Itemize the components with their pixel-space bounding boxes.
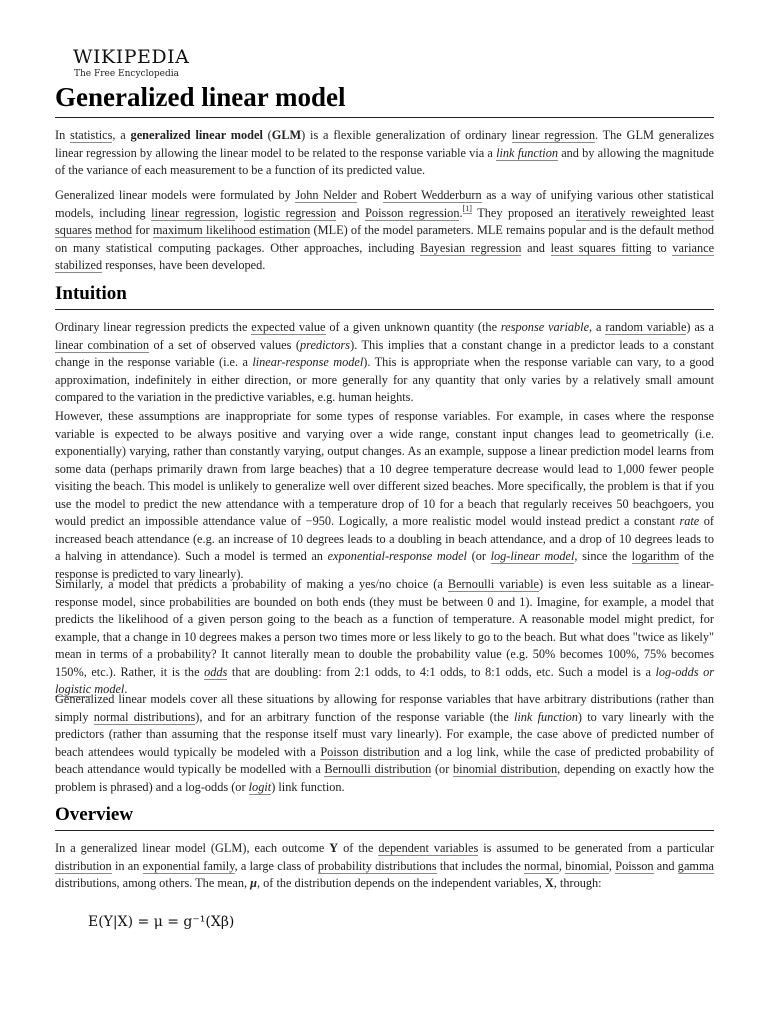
link-poisson[interactable]: Poisson (615, 858, 654, 873)
link-logistic[interactable]: logistic (55, 682, 92, 696)
link-logarithm[interactable]: logarithm (631, 549, 680, 563)
link-mle[interactable]: maximum likelihood estimation (152, 223, 311, 237)
link-john-nelder[interactable]: John Nelder (295, 188, 357, 202)
intuition-paragraph-2: However, these assumptions are inappropriate for some types of response variables. For example, in cases where the response variable is expected to be always positive and varying over a wide range, constant input changes lead to geometrically (i.e. exponentially) varying, rather than constantly varying, output changes. As an example, suppose a linear prediction model learns from some data (perhaps primarily drawn from large beaches) that a 10 degree temperature decrease would lead to 1,000 fewer people visiting the beach. This model is unlikely to generalize well over different sized beaches. More specifically, the problem is that if you use the model to predict the new attendance with a temperature drop of 10 for a beach that regularly receives 50 beachgoers, you would predict an impossible attendance value of −950. Logically, a more realistic model would instead predict a constant rate of increased beach attendance (e.g. an increase of 10 degrees leads to a doubling in beach attendance, and a drop of 10 degrees leads to a halving in attendance). Such a model is termed an exponential-response model (or log-linear model, since the logarithm of the response is predicted to vary linearly). (55, 409, 714, 581)
link-normal[interactable]: normal (524, 858, 559, 873)
link-exponential-family[interactable]: exponential family (142, 858, 235, 873)
link-irls[interactable]: iteratively reweighted least squares (55, 205, 714, 237)
link-statistics[interactable]: statistics (70, 128, 113, 142)
wikipedia-logo[interactable] (73, 46, 189, 80)
link-variance-stabilized[interactable]: variance stabilized (55, 240, 715, 272)
link-normal-distributions[interactable]: normal distributions (93, 709, 196, 724)
logo-wordmark: WIKIPEDIA (73, 46, 190, 68)
link-poisson-distribution[interactable]: Poisson distribution (320, 744, 420, 759)
logo-tagline: The Free Encyclopedia (74, 69, 179, 79)
link-binomial-distribution[interactable]: binomial distribution (453, 762, 558, 776)
link-linear-combination[interactable]: linear combination (55, 337, 149, 352)
link-binomial[interactable]: binomial (565, 858, 609, 873)
link-bayesian-regression[interactable]: Bayesian regression (420, 240, 522, 255)
link-gamma[interactable]: gamma (677, 858, 714, 873)
link-bernoulli-variable[interactable]: Bernoulli variable (447, 577, 539, 591)
link-poisson-regression[interactable]: Poisson regression (365, 205, 460, 220)
link-link-function[interactable]: link function (496, 145, 558, 160)
link-bernoulli-distribution[interactable]: Bernoulli distribution (324, 762, 432, 776)
intuition-paragraph-3: Similarly, a model that predicts a probability of making a yes/no choice (a Bernoulli variable) is even less suitable as a linear-response model, since probabilities are bounded on both ends (they must be between 0 and 1). Imagine, for example, a model that predicts the likelihood of a given person going to the beach as a function of temperature. A reasonable model might predict, for example, that a change in 10 degrees makes a person two times more or less likely to go to the beach. But what does "twice as likely" mean in terms of a probability? It cannot literally mean to double the probability value (e.g. 50% becomes 100%, 75% becomes 150%, etc.). Rather, it is the odds that are doubling: from 2:1 odds, to 4:1 odds, to 8:1 odds, etc. Such a model is a log-odds or logistic model. (55, 577, 715, 696)
glm-formula: E(Y|X) = μ = g⁻¹(Xβ) (88, 914, 235, 930)
link-method[interactable]: method (95, 223, 133, 237)
overview-paragraph-1: In a generalized linear model (GLM), each outcome Y of the dependent variables is assumed to be generated from a particular distribution in an exponential family, a large class of probability distributions that includes the normal, binomial, Poisson and gamma distributions, among others. The mean, μ, of the distribution depends on the independent variables, X, through: (55, 841, 714, 890)
link-logistic-regression[interactable]: logistic regression (243, 205, 337, 220)
heading-overview: Overview (55, 803, 714, 831)
link-dependent-variables[interactable]: dependent variables (378, 841, 479, 855)
link-log-linear-model[interactable]: log-linear model (490, 549, 575, 563)
link-random-variable[interactable]: random variable (605, 320, 687, 334)
heading-intuition: Intuition (55, 282, 714, 310)
intuition-paragraph-1: Ordinary linear regression predicts the expected value of a given unknown quantity (the response variable, a random variable) as a linear combination of a set of observed values (predictors). This implies that a constant change in a predictor leads to a constant change in the response variable (i.e. a linear-response model). This is appropriate when the response variable can vary, to a good approximation, indefinitely in either direction, or more generally for any quantity that only varies by a relatively small amount compared to the variation in the predictive variables, e.g. human heights. (55, 320, 715, 404)
link-expected-value[interactable]: expected value (251, 320, 326, 334)
link-distribution[interactable]: distribution (55, 858, 112, 873)
page-title: Generalized linear model (55, 80, 714, 118)
link-probability-distributions[interactable]: probability distributions (317, 858, 437, 873)
link-linear-regression-2[interactable]: linear regression (151, 205, 236, 220)
intro-paragraph-2: Generalized linear models were formulated by John Nelder and Robert Wedderburn as a way of unifying various other statistical models, including linear regression, logistic regression and Poisson regression.[1] They proposed an iteratively reweighted least squares method for maximum likelihood estimation (MLE) of the model parameters. MLE remains popular and is the default method on many statistical computing packages. Other approaches, including Bayesian regression and least squares fitting to variance stabilized responses, have been developed. (55, 188, 715, 272)
intuition-paragraph-4: Generalized linear models cover all these situations by allowing for response variables that have arbitrary distributions (rather than simply normal distributions), and for an arbitrary function of the response variable (the link function) to vary linearly with the predictors (rather than assuming that the response itself must vary linearly). For example, the case above of predicted number of beach attendees would typically be modeled with a Poisson distribution and a log link, while the case of predicted probability of beach attendance would typically be modelled with a Bernoulli distribution (or binomial distribution, depending on exactly how the problem is phrased) and a log-odds (or logit) link function. (55, 692, 715, 794)
link-robert-wedderburn[interactable]: Robert Wedderburn (383, 188, 482, 202)
link-linear-regression[interactable]: linear regression (511, 128, 595, 142)
link-least-squares-fitting[interactable]: least squares fitting (550, 240, 652, 255)
link-odds[interactable]: odds (204, 664, 228, 679)
reference-1[interactable]: [1] (462, 204, 472, 214)
intro-paragraph-1: In statistics, a generalized linear model (GLM) is a flexible generalization of ordinary linear regression. The GLM generalizes linear regression by allowing the linear model to be related to the response variable via a link function and by allowing the magnitude of the variance of each measurement to be a function of its predicted value. (55, 128, 714, 177)
link-logit[interactable]: logit (248, 779, 272, 794)
